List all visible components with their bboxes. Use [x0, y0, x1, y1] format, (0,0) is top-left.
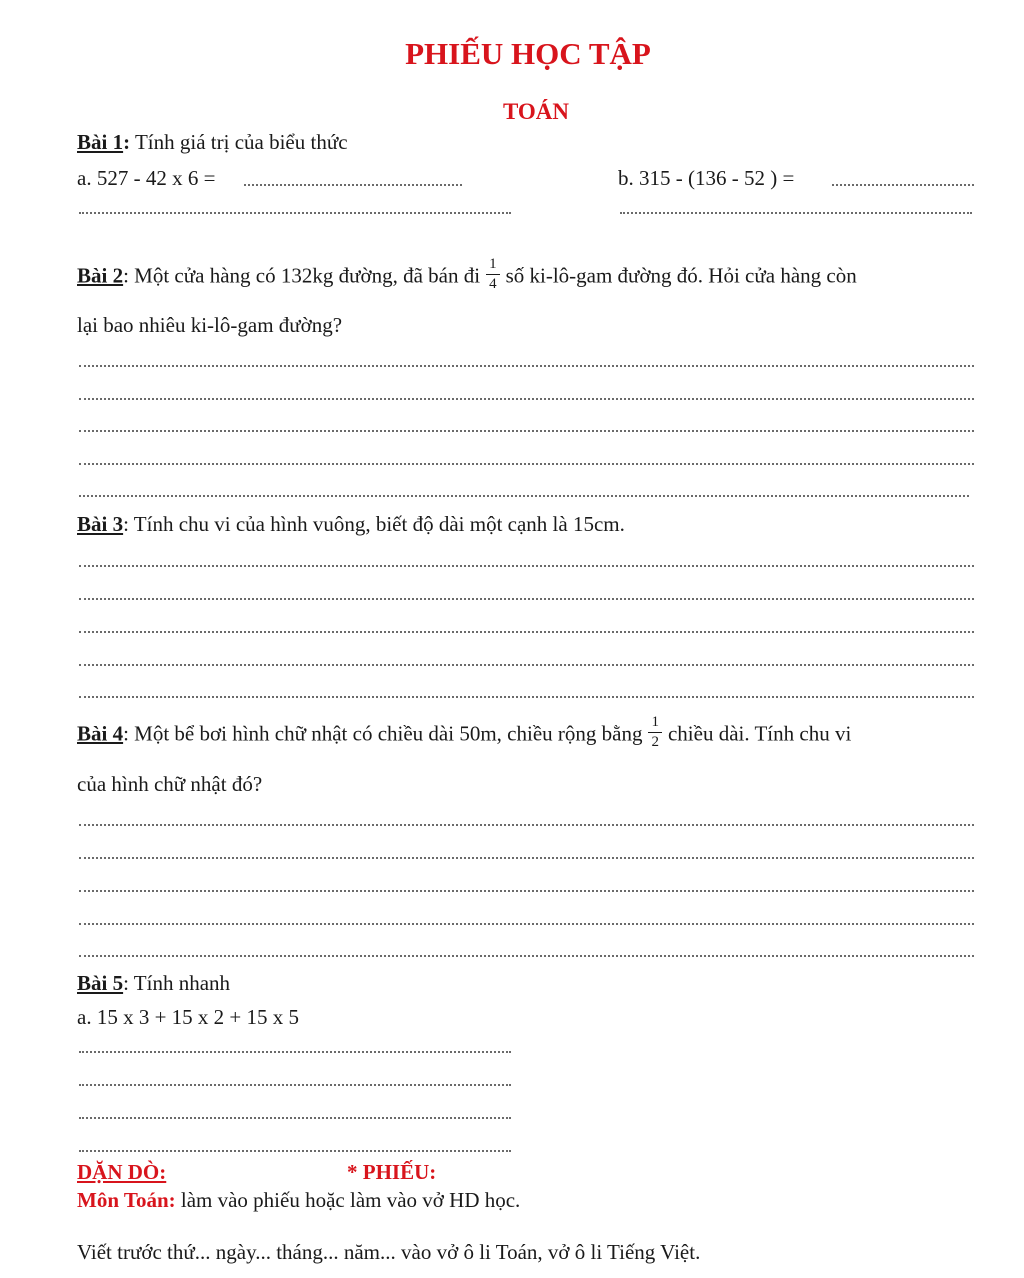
answer-line[interactable]: [79, 398, 974, 400]
exercise-1a: a. 527 - 42 x 6 =: [77, 166, 216, 190]
answer-line[interactable]: [79, 365, 974, 367]
mon-toan-instruction: Môn Toán: làm vào phiếu hoặc làm vào vở HD học.: [77, 1188, 521, 1212]
answer-line[interactable]: [79, 1117, 511, 1119]
answer-line[interactable]: [244, 184, 462, 186]
answer-line[interactable]: [79, 1084, 511, 1086]
answer-line[interactable]: [79, 430, 974, 432]
exercise-5a: a. 15 x 3 + 15 x 2 + 15 x 5: [77, 1005, 300, 1029]
answer-line[interactable]: [79, 1051, 511, 1053]
exercise-2-line-1: Bài 2: Một cửa hàng có 132kg đường, đã bán đi $\frac{1}{4}$ số ki-lô-gam đường đó. Hỏi cửa hàng còn: [77, 256, 857, 292]
exercise-4-line-2: của hình chữ nhật đó?: [77, 772, 263, 796]
exercise-3-heading: Bài 3: Tính chu vi của hình vuông, biết độ dài một cạnh là 15cm.: [77, 512, 625, 536]
answer-line[interactable]: [79, 664, 974, 666]
fraction-one-half: $\frac{1}{2}$: [648, 713, 662, 752]
exercise-3-label: Bài 3: [77, 512, 124, 536]
answer-line[interactable]: [79, 631, 974, 633]
phieu-heading: * PHIẾU:: [347, 1160, 437, 1184]
exercise-4-label: Bài 4: [77, 721, 124, 746]
answer-line[interactable]: [79, 955, 974, 957]
exercise-1-label: Bài 1: [77, 130, 124, 154]
dan-do-heading: DẶN DÒ:: [77, 1160, 167, 1184]
mon-toan-label: Môn Toán:: [77, 1188, 176, 1212]
exercise-5-label: Bài 5: [77, 971, 124, 995]
answer-line[interactable]: [79, 565, 974, 567]
answer-line[interactable]: [79, 463, 974, 465]
page-title: PHIẾU HỌC TẬP: [405, 36, 651, 71]
exercise-5-heading: Bài 5: Tính nhanh: [77, 971, 231, 995]
answer-line[interactable]: [832, 184, 974, 186]
exercise-1-heading: Bài 1: Tính giá trị của biểu thức: [77, 130, 348, 154]
answer-line[interactable]: [79, 890, 974, 892]
answer-line[interactable]: [79, 923, 974, 925]
answer-line[interactable]: [79, 598, 974, 600]
answer-line[interactable]: [79, 495, 969, 497]
answer-line[interactable]: [620, 212, 972, 214]
answer-line[interactable]: [79, 824, 974, 826]
exercise-1b: b. 315 - (136 - 52 ) =: [618, 166, 795, 190]
answer-line[interactable]: [79, 212, 511, 214]
fraction-one-quarter: $\frac{1}{4}$: [486, 255, 500, 294]
answer-line[interactable]: [79, 696, 974, 698]
exercise-2-label: Bài 2: [77, 263, 124, 288]
subject-title: TOÁN: [502, 99, 570, 124]
exercise-2-line-2: lại bao nhiêu ki-lô-gam đường?: [77, 313, 343, 337]
writing-instruction: Viết trước thứ... ngày... tháng... năm... vào vở ô li Toán, vở ô li Tiếng Việt.: [77, 1240, 701, 1264]
exercise-4-line-1: Bài 4: Một bể bơi hình chữ nhật có chiều dài 50m, chiều rộng bằng $\frac{1}{2}$ chiều dài. Tính chu vi: [77, 714, 852, 750]
answer-line[interactable]: [79, 1150, 511, 1152]
exercise-1-prompt: Tính giá trị của biểu thức: [134, 130, 348, 154]
answer-line[interactable]: [79, 857, 974, 859]
